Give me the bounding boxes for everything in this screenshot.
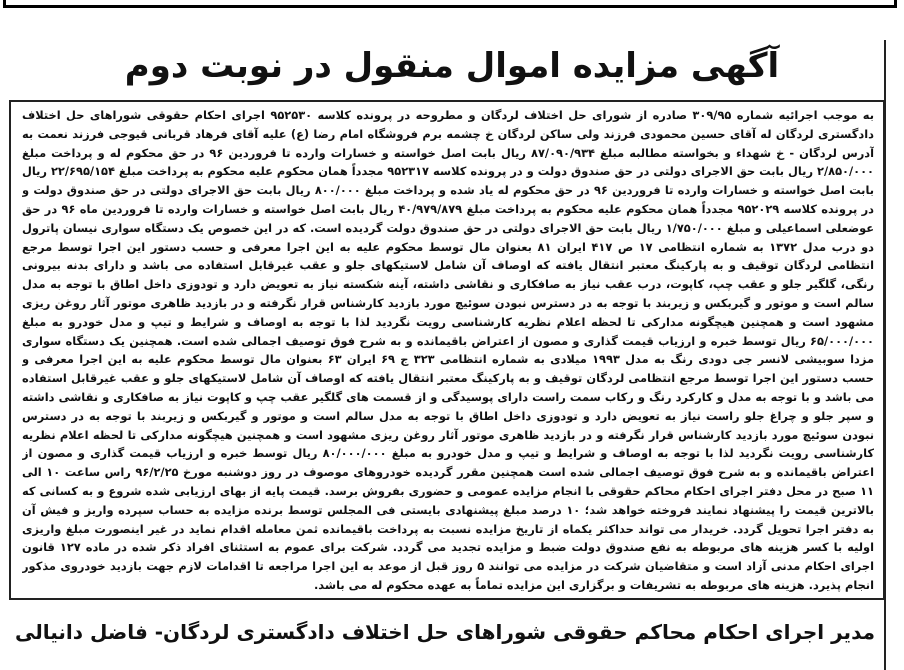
top-border <box>3 0 897 8</box>
notice-body: به موجب اجرائیه شماره ۳۰۹/۹۵ صادره از شورای حل اختلاف لردگان و مطروحه در پرونده کلاسه ۹۵۲۵۳۰ اجرای احکام حقوقی شوراهای حل اختلاف دادگستری لردگان له آقای حسین محمودی فرزند ولی ساکن لردگان خ چشمه برم فروشگاه امام رضا (ع) علیه آقای فرهاد قربانی قیوجی فرزند نعمت به آدرس لردگان - خ شهداء و بخواسته مطالبه مبلغ ۸۷/۰۹۰/۹۳۴ ریال بابت اصل خواسته و خسارات وارده تا فروردین ۹۶ در حق محکوم له و پرداخت مبلغ ۲/۸۵۰/۰۰۰ ریال بابت حق الاجرای دولتی در حق صندوق دولت و در پرونده کلاسه ۹۵۲۳۱۷ مجدداً همان محکوم علیه محکوم به پرداخت مبلغ ۲۲/۶۹۵/۱۵۴ ریال بابت اصل خواسته و خسارات وارده تا فروردین ۹۶ در حق محکوم له یاد شده و پرداخت مبلغ ۸۰۰/۰۰۰ ریال بابت حق الاجرای دولتی در حق صندوق دولت و در پرونده کلاسه ۹۵۲۰۲۹ مجدداً همان محکوم علیه محکوم به پرداخت مبلغ ۴۰/۹۷۹/۸۷۹ ریال بابت اصل خواسته و خسارات وارده تا فروردین ماه ۹۶ در حق عوضعلی اسماعیلی و مبلغ ۱/۷۵۰/۰۰۰ ریال بابت حق الاجرای دولتی در حق صندوق دولت گردیده است. که در این خصوص یک دستگاه سواری نیسان پاترول دو درب مدل ۱۳۷۲ به شماره انتظامی ۱۷ ص ۴۱۷ ایران ۸۱ بعنوان مال توسط محکوم علیه به این اجرا معرفی و حسب دستور این اجرا توسط مرجع انتظامی لردگان توقیف و به پارکینگ معتبر انتقال یافته که اوصاف آن شامل لاستیکهای جلو و عقب غیرقابل استفاده می باشد و دارای بدنه بیرونی رنگی، گلگیر جلو و عقب چپ، کاپوت، درب عقب نیاز به صافکاری و نقاشی داشته، آینه شکسته نیاز به تعویض دارد و تودوزی داخل اطاق با توجه به مدل سالم است و موتور و گیربکس و زیربند با توجه به در دسترس نبودن سوئیچ مورد بازدید کارشناس قرار نگرفته و در بازدید ظاهری موتور آثار روغن ریزی مشهود است و همچنین هیچگونه مدارکی تا لحظه اعلام نظریه کارشناسی رویت نگردید لذا با توجه به اوصاف و شرایط و تیپ و مدل خودرو به مبلغ ۶۵/۰۰۰/۰۰۰ ریال توسط خبره و ارزیاب قیمت گذاری و مصون از اعتراض باقیمانده و به شرح فوق توصیف اجمالی شده است. همچنین یک دستگاه سواری مزدا سوبیشی لانسر جی دودی رنگ به مدل ۱۹۹۳ میلادی به شماره انتظامی ۳۲۳ ج ۶۹ ایران ۶۳ بعنوان مال توسط محکوم علیه به این اجرا معرفی و حسب دستور این اجرا توسط مرجع انتظامی لردگان توقیف و به پارکینگ معتبر انتقال یافته که اوصاف آن شامل لاستیکهای جلو و عقب غیرقابل استفاده می باشد و با توجه به مدل و کارکرد رنگ و رکاب سمت راست دارای پوسیدگی و از قسمت های گلگیر عقب چپ و کاپوت نیاز به صافکاری و نقاشی داشته و سپر جلو و چراغ جلو راست نیاز به تعویض دارد و تودوزی داخل اطاق با توجه به مدل سالم است و موتور و گیربکس و زیربند با توجه به در دسترس نبودن سوئیچ مورد بازدید کارشناس قرار نگرفته و در بازدید ظاهری موتور آثار روغن ریزی مشهود است و همچنین هیچگونه مدارکی تا لحظه اعلام نظریه کارشناسی رویت نگردید لذا با توجه به اوصاف و شرایط و تیپ و مدل خودرو به مبلغ ۸۰/۰۰۰/۰۰۰ ریال توسط خبره و ارزیاب قیمت گذاری و مصون از اعتراض باقیمانده و به شرح فوق توصیف اجمالی شده است همچنین مقرر گردیده خودروهای موصوف در روز دوشنبه مورخ ۹۶/۲/۲۵ راس ساعت ۱۰ الی ۱۱ صبح در محل دفتر اجرای احکام محاکم حقوقی با انجام مزایده عمومی و حضوری بفروش برسد. قیمت پایه از بهای ارزیابی شده شروع و به کسانی که بالاترین قیمت را پیشنهاد نمایند فروخته خواهد شد؛ ۱۰ درصد مبلغ پیشنهادی بایستی فی المجلس توسط برنده مزایده به حساب سپرده واریز و فیش آن به دفتر اجرا تحویل گردد. خریدار می تواند حداکثر یکماه از تاریخ مزایده نسبت به پرداخت باقیمانده ثمن معامله اقدام نماید در غیر اینصورت مبلغ واریزی اولیه با کسر هزینه های مربوطه به نفع صندوق دولت ضبط و مزایده تجدید می گردد. شرکت برای عموم به استثنای افراد ذکر شده در ماده ۱۲۷ قانون اجرای احکام مدنی آزاد است و متقاضیان شرکت در مزایده می توانند ۵ روز قبل از موعد به این اجرا مراجعه تا اقدامات لازم جهت بازدید خودروی مذکور انجام پذیرد. هزینه های مربوطه به تشریفات و برگزاری این مزایده تماماً به عهده محکوم له می باشد. <box>22 108 874 592</box>
notice-signature: مدیر اجرای احکام محاکم حقوقی شوراهای حل اختلاف دادگستری لردگان- فاضل دانیالی <box>15 620 875 644</box>
notice-title: آگهی مزایده اموال منقول در نوبت دوم <box>124 46 780 86</box>
